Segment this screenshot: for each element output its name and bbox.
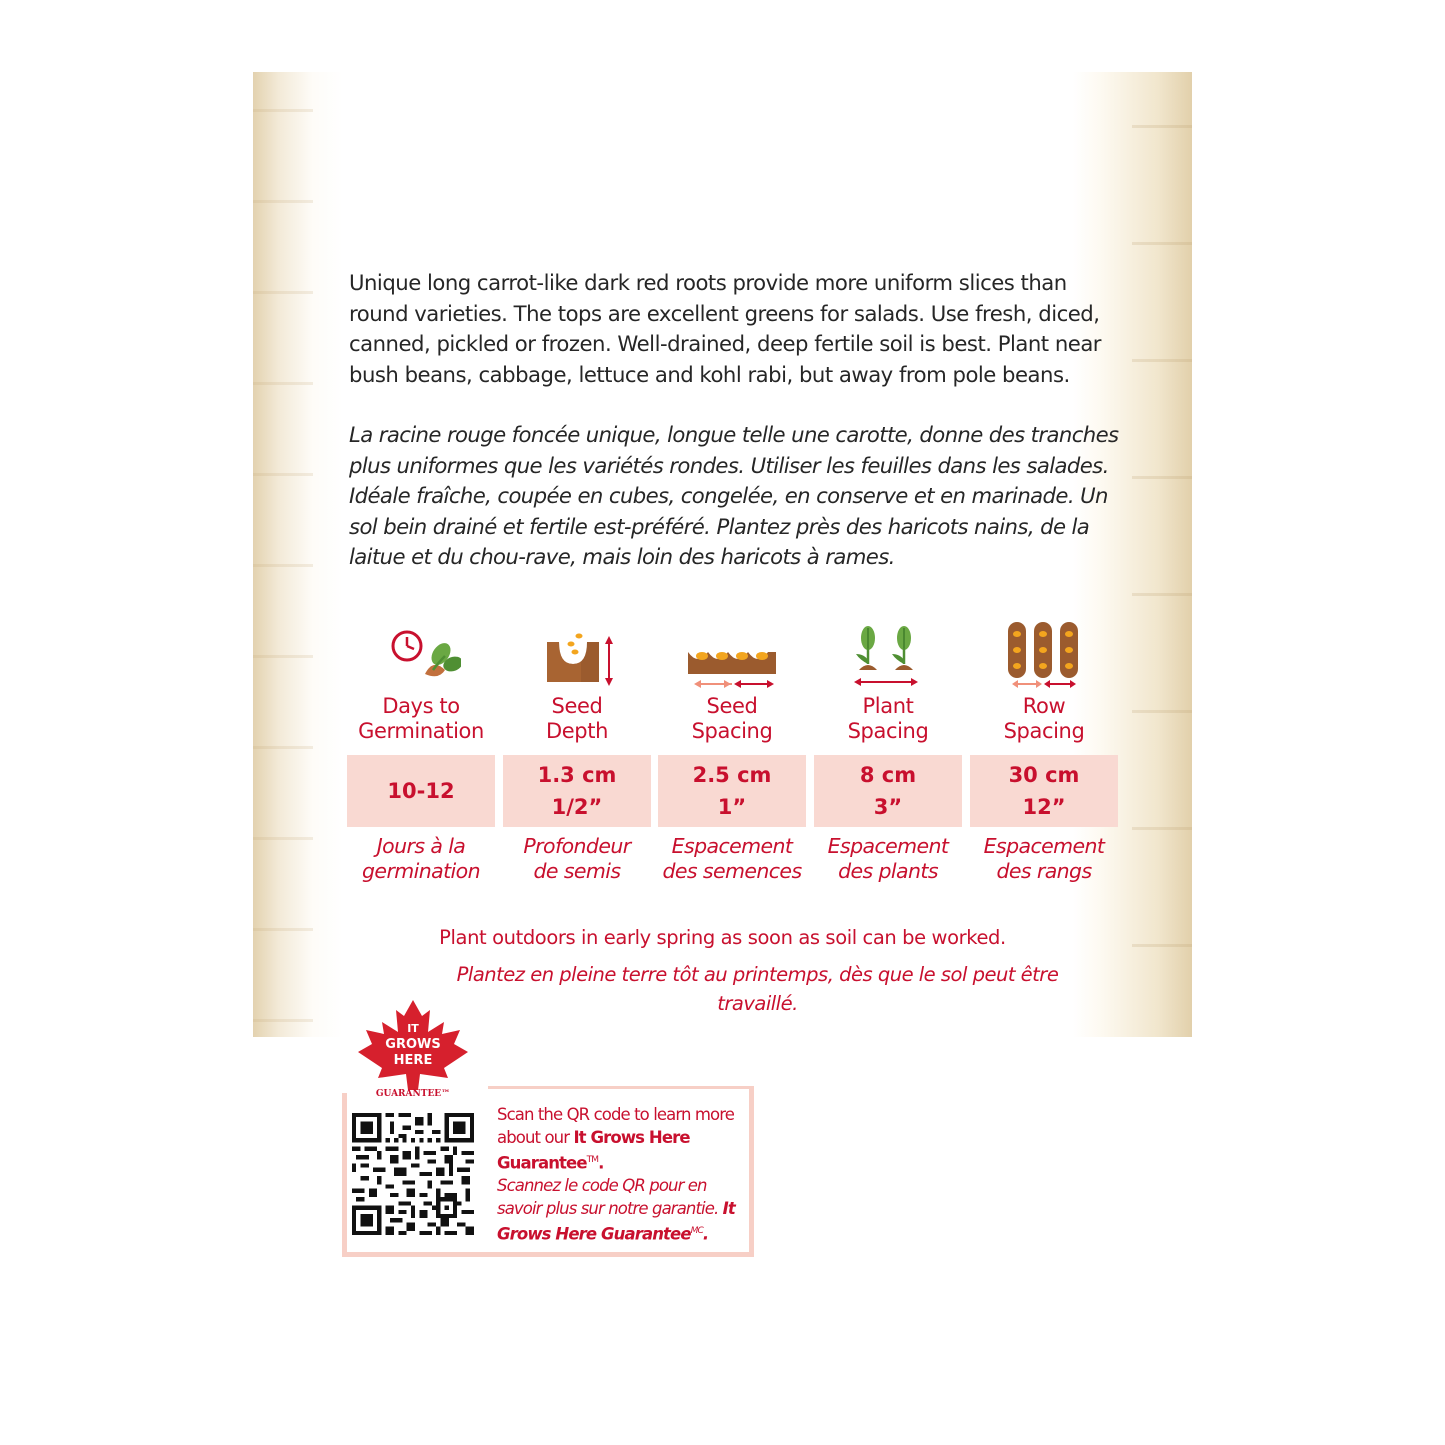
- value-box: [658, 755, 806, 827]
- badge-text-guarantee: GUARANTEE™: [375, 1089, 451, 1098]
- value-box: [503, 755, 651, 827]
- plant-spacing-icon: [814, 620, 962, 688]
- seed-depth-icon: [503, 620, 651, 688]
- value-line-1: 30 cm: [1008, 763, 1080, 787]
- label-english: [347, 694, 495, 744]
- label-english-line-2: Spacing: [1003, 719, 1085, 743]
- guarantee-en-period: .: [598, 1153, 604, 1173]
- label-english-line-1: Row: [1022, 694, 1066, 718]
- description-french: La racine rouge foncée unique, longue telle une carotte, donne des tranches plus uniformes que les variétés rondes. Utiliser les feuilles dans les salades. Idéale fraîche, coupée en cubes, congelée, en conserve et en marinade. Un sol bein drainé et fertile est-préféré. Plantez près des haricots nains, de la laitue et du chou-rave, mais loin des haricots à rames.: [349, 422, 1119, 569]
- label-french-line-2: des plants: [838, 859, 938, 883]
- value-line-2: 1/2”: [551, 795, 603, 819]
- label-english-line-1: Plant: [862, 694, 914, 718]
- guarantee-fr-text: Scannez le code QR pour en savoir plus sur notre garantie.: [497, 1176, 723, 1218]
- label-english-line-1: Days to: [382, 694, 460, 718]
- badge-text-it: IT: [407, 1022, 419, 1035]
- label-french: [814, 834, 962, 884]
- label-english: [658, 694, 806, 744]
- description-english: Unique long carrot-like dark red roots provide more uniform slices than round varieties. The tops are excellent greens for salads. Use fresh, diced, canned, pickled or frozen. Well-drained, deep fertile soil is best. Plant near bush beans, cabbage, lettuce and kohl rabi, but away from pole beans.: [349, 270, 1102, 387]
- value-line-2: 3”: [873, 795, 903, 819]
- label-french: [658, 834, 806, 884]
- trademark-mark: TM: [586, 1155, 599, 1165]
- planting-french-line-1: Plantez en pleine terre tôt au printemps, dès que le sol peut être: [456, 963, 1059, 986]
- marque-de-commerce-mark: MC: [690, 1226, 703, 1236]
- value-box: [347, 755, 495, 827]
- label-english-line-2: Germination: [358, 719, 484, 743]
- clock-seedling-icon: [347, 620, 495, 688]
- seed-spacing-icon: [658, 620, 806, 688]
- label-english-line-2: Spacing: [847, 719, 929, 743]
- label-french-line-1: Espacement: [671, 834, 793, 858]
- kraft-texture-left: [253, 72, 313, 1037]
- value-line-2: 1”: [717, 795, 747, 819]
- value-line-1: 2.5 cm: [692, 763, 772, 787]
- value-line-1: 10-12: [387, 779, 455, 803]
- guarantee-fr-brand: It Grows Here Guarantee: [497, 1198, 735, 1244]
- guarantee-en-brand: It Grows Here Guarantee: [497, 1127, 690, 1173]
- guarantee-text-french: [497, 1175, 747, 1246]
- qr-code[interactable]: [352, 1113, 474, 1235]
- label-french-line-2: des rangs: [996, 859, 1092, 883]
- label-french-line-2: germination: [362, 859, 480, 883]
- value-line-1: 8 cm: [859, 763, 917, 787]
- guarantee-description: [497, 1104, 747, 1246]
- label-english: [503, 694, 651, 744]
- label-french: [503, 834, 651, 884]
- guarantee-fr-period: .: [702, 1224, 709, 1244]
- label-french-line-2: des semences: [662, 859, 802, 883]
- label-english-line-1: Seed: [551, 694, 603, 718]
- maple-leaf-guarantee-badge: [356, 998, 471, 1098]
- value-box: [814, 755, 962, 827]
- label-french-line-2: de semis: [533, 859, 621, 883]
- value-line-2: 12”: [1022, 795, 1066, 819]
- label-english-line-2: Depth: [546, 719, 608, 743]
- label-french-line-1: Jours à la: [376, 834, 466, 858]
- planting-instructions-french: [420, 960, 1095, 1018]
- label-french-line-1: Espacement: [827, 834, 949, 858]
- value-box: [970, 755, 1118, 827]
- planting-instructions-english: Plant outdoors in early spring as soon as soil can be worked.: [439, 926, 1006, 949]
- label-french: [970, 834, 1118, 884]
- badge-text-grows: GROWS: [385, 1037, 441, 1052]
- planting-french-line-2: travaillé.: [717, 992, 798, 1015]
- badge-text-here: HERE: [393, 1053, 433, 1068]
- kraft-texture-right: [1132, 72, 1192, 1037]
- guarantee-en-text: Scan the QR code to learn more about our: [497, 1105, 735, 1147]
- guarantee-text-english: [497, 1104, 747, 1175]
- label-english-line-2: Spacing: [691, 719, 773, 743]
- label-english: [970, 694, 1118, 744]
- row-spacing-icon: [970, 620, 1118, 688]
- label-english-line-1: Seed: [706, 694, 758, 718]
- label-french-line-1: Profondeur: [523, 834, 631, 858]
- label-french: [347, 834, 495, 884]
- label-english: [814, 694, 962, 744]
- label-french-line-1: Espacement: [983, 834, 1105, 858]
- value-line-1: 1.3 cm: [537, 763, 617, 787]
